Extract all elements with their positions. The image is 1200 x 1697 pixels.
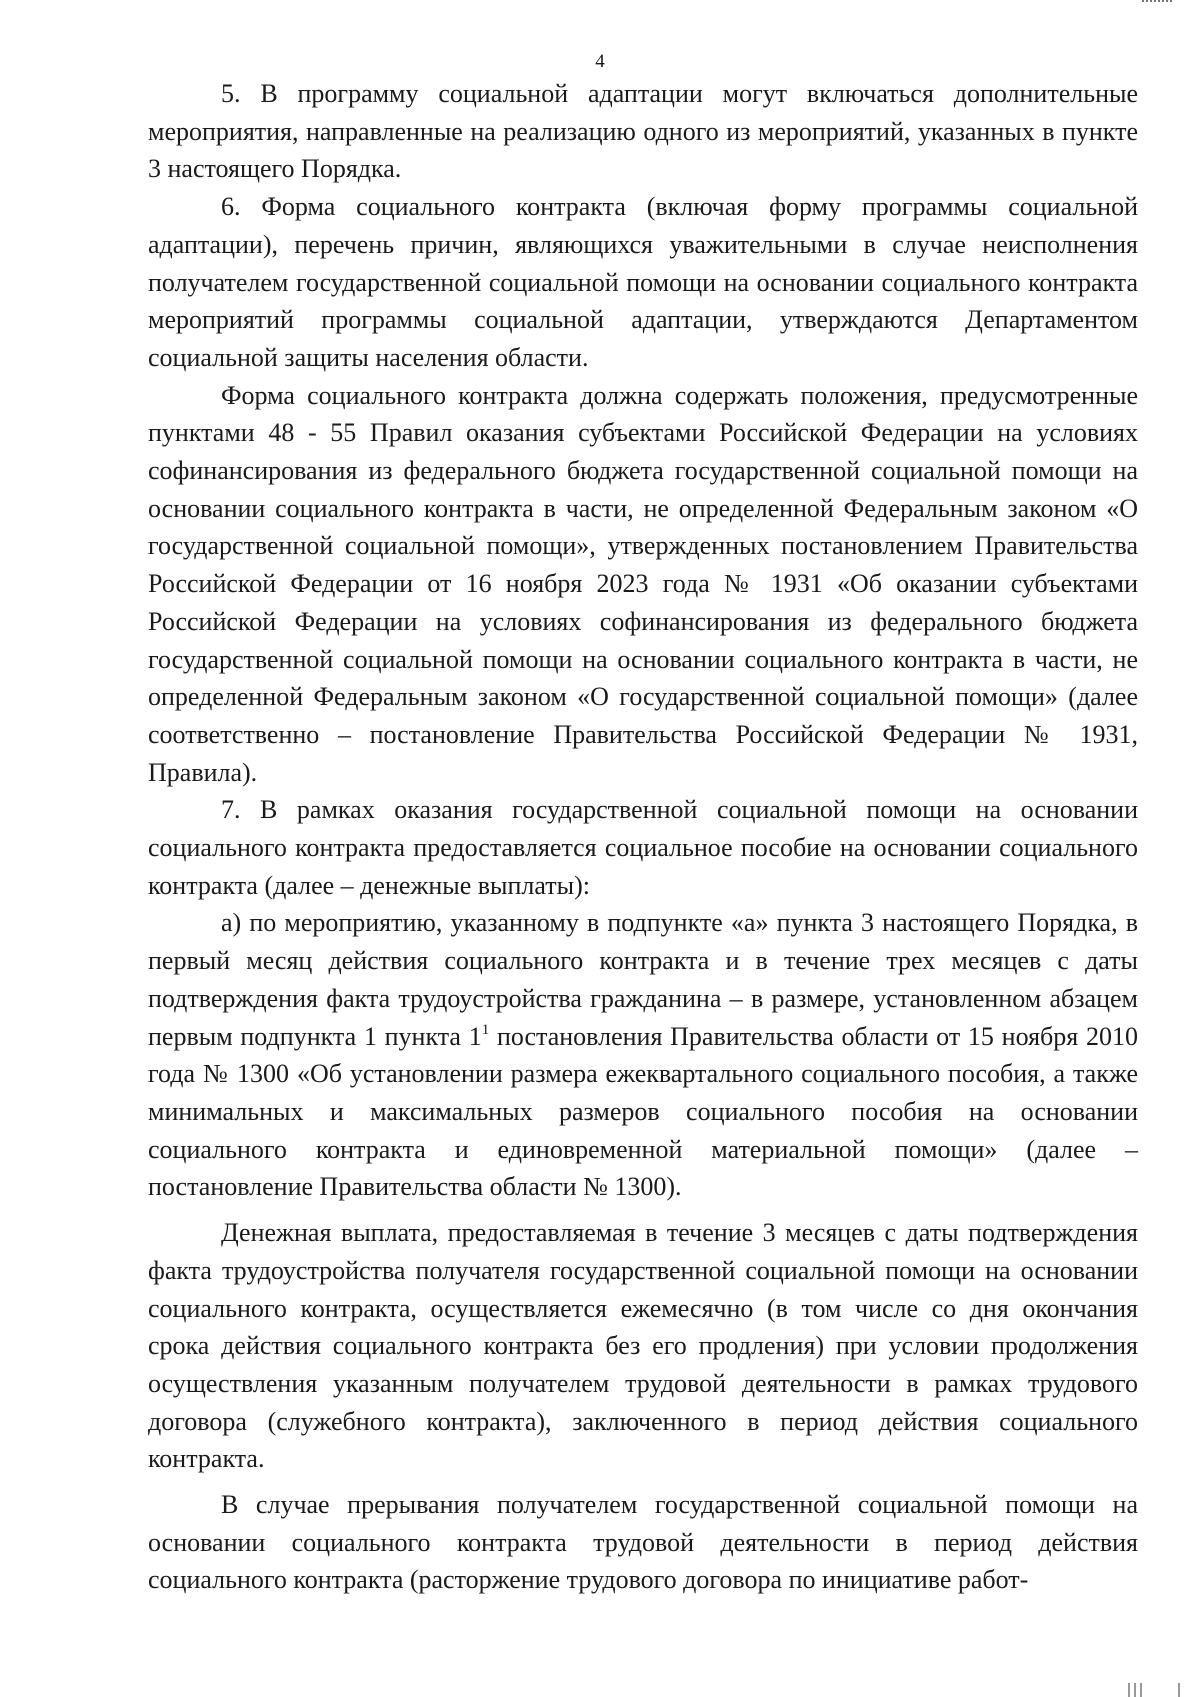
paragraph-5: 5. В программу социальной адаптации могут включаться дополнительные мероприятия, направленные на реализацию одного из мероприятий, указанных в пункте 3 настоящего Порядка. <box>148 79 1138 184</box>
page-number: 4 <box>595 51 605 72</box>
paragraph-6: 6. Форма социального контракта (включая форму программы социальной адаптации), перечень причин, являющихся уважительными в случае неисполнения получателем государственной социальной помощи на основании социального контракта мероприятий программы социальной адаптации, утверждаются Департаментом социальной защиты населения области. <box>148 192 1138 372</box>
paragraph-7: 7. В рамках оказания государственной социальной помощи на основании социального контракта предоставляется социальное пособие на основании социального контракта (далее – денежные выплаты): <box>148 795 1138 900</box>
subparagraph-a <box>148 904 1138 1206</box>
scan-mark-bottom <box>1100 1677 1200 1697</box>
paragraph-6-form-content: Форма социального контракта должна содержать положения, предусмотренные пунктами 48 - 55 Правил оказания субъектами Российской Федерации на условиях софинансирования из федерального бюджета государственной социальной помощи на основании социального контракта в части, не определенной Федеральным законом «О государственной социальной помощи», утвержденных постановлением Правительства Российской Федерации от 16 ноября 2023 года № 1931 «Об оказании субъектами Российской Федерации на условиях софинансирования из федерального бюджета государственной социальной помощи на основании социального контракта в части, не определенной Федеральным законом «О государственной социальной помощи» (далее соответственно – постановление Правительства Российской Федерации № 1931, Правила). <box>148 380 1138 787</box>
paragraph-interruption: В случае прерывания получателем государственной социальной помощи на основании социального контракта трудовой деятельности в период действия социального контракта (расторжение трудового договора по инициативе работ- <box>148 1490 1138 1595</box>
subparagraph-a-text-end: постановления Правительства области от 15 ноября 2010 года № 1300 «Об установлении размера ежеквартального социального пособия, а также минимальных и максимальных размеров социального пособия на основании социального контракта и единовременной материальной помощи» (далее – постановление Правительства области № 1300). <box>148 1021 1138 1202</box>
scan-mark-top <box>1142 0 1172 7</box>
subparagraph-a-text-start: а) по мероприятию, указанному в подпункте «а» пункта 3 настоящего Порядка, в первый месяц действия социального контракта и в течение трех месяцев с даты подтверждения факта трудоустройства гражданина – в размере, установленном абзацем первым подпункта 1 пункта 1 <box>148 908 1138 1051</box>
paragraph-payment: Денежная выплата, предоставляемая в течение 3 месяцев с даты подтверждения факта трудоустройства получателя государственной социальной помощи на основании социального контракта, осуществляется ежемесячно (в том числе со дня окончания срока действия социального контракта без его продления) при условии продолжения осуществления указанным получателем трудовой деятельности в рамках трудового договора (служебного контракта), заключенного в период действия социального контракта. <box>148 1218 1138 1474</box>
superscript-1: 1 <box>481 1021 490 1038</box>
document-body <box>148 75 1138 1599</box>
